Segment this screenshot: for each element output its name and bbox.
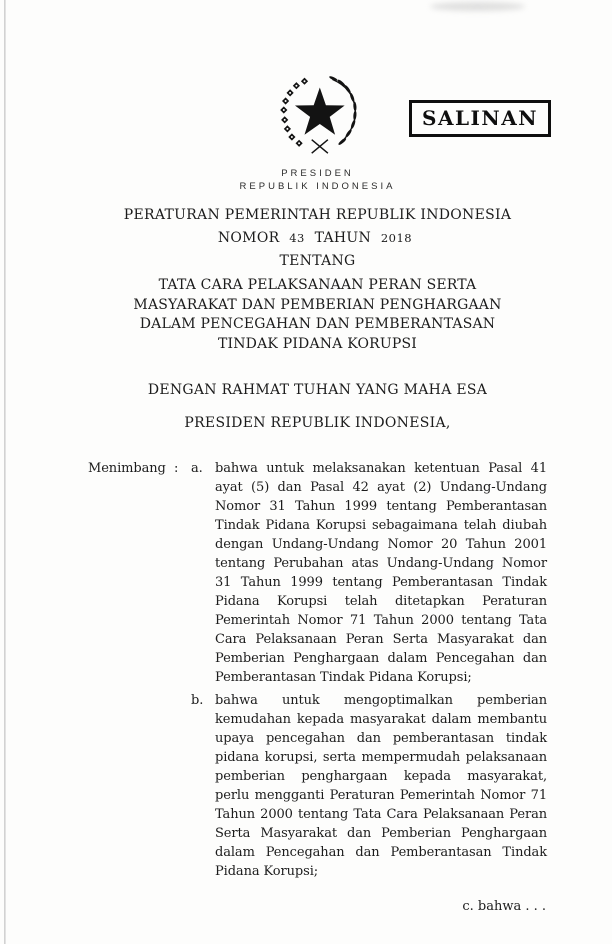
nomor-label: NOMOR: [217, 230, 280, 246]
letterhead-line-presiden: PRESIDEN: [281, 168, 354, 179]
consideration-text-a: bahwa untuk melaksanakan ketentuan Pasal 41 ayat (5) dan Pasal 42 ayat (2) Undang-Undang Nomor 31 Tahun 1999 tentang Pemberantasan Tindak Pidana Korupsi sebagaimana telah diubah dengan Undang-Undang Nomor 20 Tahun 2001 tentang Perubahan atas Undang-Undang Nomor 31 Tahun 1999 tentang Pemberantasan Tindak Pidana Korupsi telah ditetapkan Peraturan Pemerintah Nomor 71 Tahun 2000 tentang Tata Cara Pelaksanaan Peran Serta Masyarakat dan Pemberian Penghargaan dalam Pencegahan dan Pemberantasan Tindak Pidana Korupsi;: [215, 461, 547, 685]
invocation-line: DENGAN RAHMAT TUHAN YANG MAHA ESA: [147, 382, 488, 398]
regulation-title: PERATURAN PEMERINTAH REPUBLIK INDONESIA: [123, 207, 512, 223]
salinan-stamp: [409, 100, 551, 137]
presidential-star-emblem-icon: [272, 74, 364, 164]
salinan-stamp-label: SALINAN: [422, 106, 538, 130]
letterhead-line-republik-indonesia: REPUBLIK INDONESIA: [239, 181, 396, 192]
tahun-label: TAHUN: [314, 230, 372, 246]
authority-line: PRESIDEN REPUBLIK INDONESIA,: [184, 415, 451, 431]
consideration-marker-b: b.: [191, 693, 204, 708]
nomor-value: 43: [289, 231, 305, 245]
consideration-item-b: [191, 691, 547, 881]
menimbang-label: Menimbang: [88, 461, 166, 476]
page-catchword: c. bahwa . . .: [462, 899, 546, 914]
considerations-list: [191, 459, 547, 885]
consideration-marker-a: a.: [191, 461, 203, 476]
scan-edge-artifact: [4, 0, 6, 944]
considerations-section: [88, 459, 547, 885]
consideration-item-a: [191, 459, 547, 687]
regulation-number-line: [88, 227, 547, 250]
consideration-text-b: bahwa untuk mengoptimalkan pemberian kemudahan kepada masyarakat dalam membantu upaya pencegahan dan pemberantasan tindak pidana korupsi, serta mempermudah pelaksanaan pemberian penghargaan kepada masyarakat, perlu mengganti Peraturan Pemerintah Nomor 71 Tahun 2000 tentang Tata Cara Pelaksanaan Peran Serta Masyarakat dan Pemberian Penghargaan dalam Pencegahan dan Pemberantasan Tindak Pidana Korupsi;: [215, 693, 547, 879]
document-title-block: [88, 204, 547, 354]
page-content: [88, 0, 547, 914]
menimbang-colon: :: [174, 461, 179, 476]
regulation-subject: TATA CARA PELAKSANAAN PERAN SERTA MASYARAKAT DAN PEMBERIAN PENGHARGAAN DALAM PENCEGAHAN DAN PEMBERANTASAN TINDAK PIDANA KORUPSI: [133, 277, 502, 352]
tahun-value: 2018: [380, 231, 413, 245]
letterhead-text: [88, 167, 547, 193]
tentang-label: TENTANG: [279, 253, 356, 269]
